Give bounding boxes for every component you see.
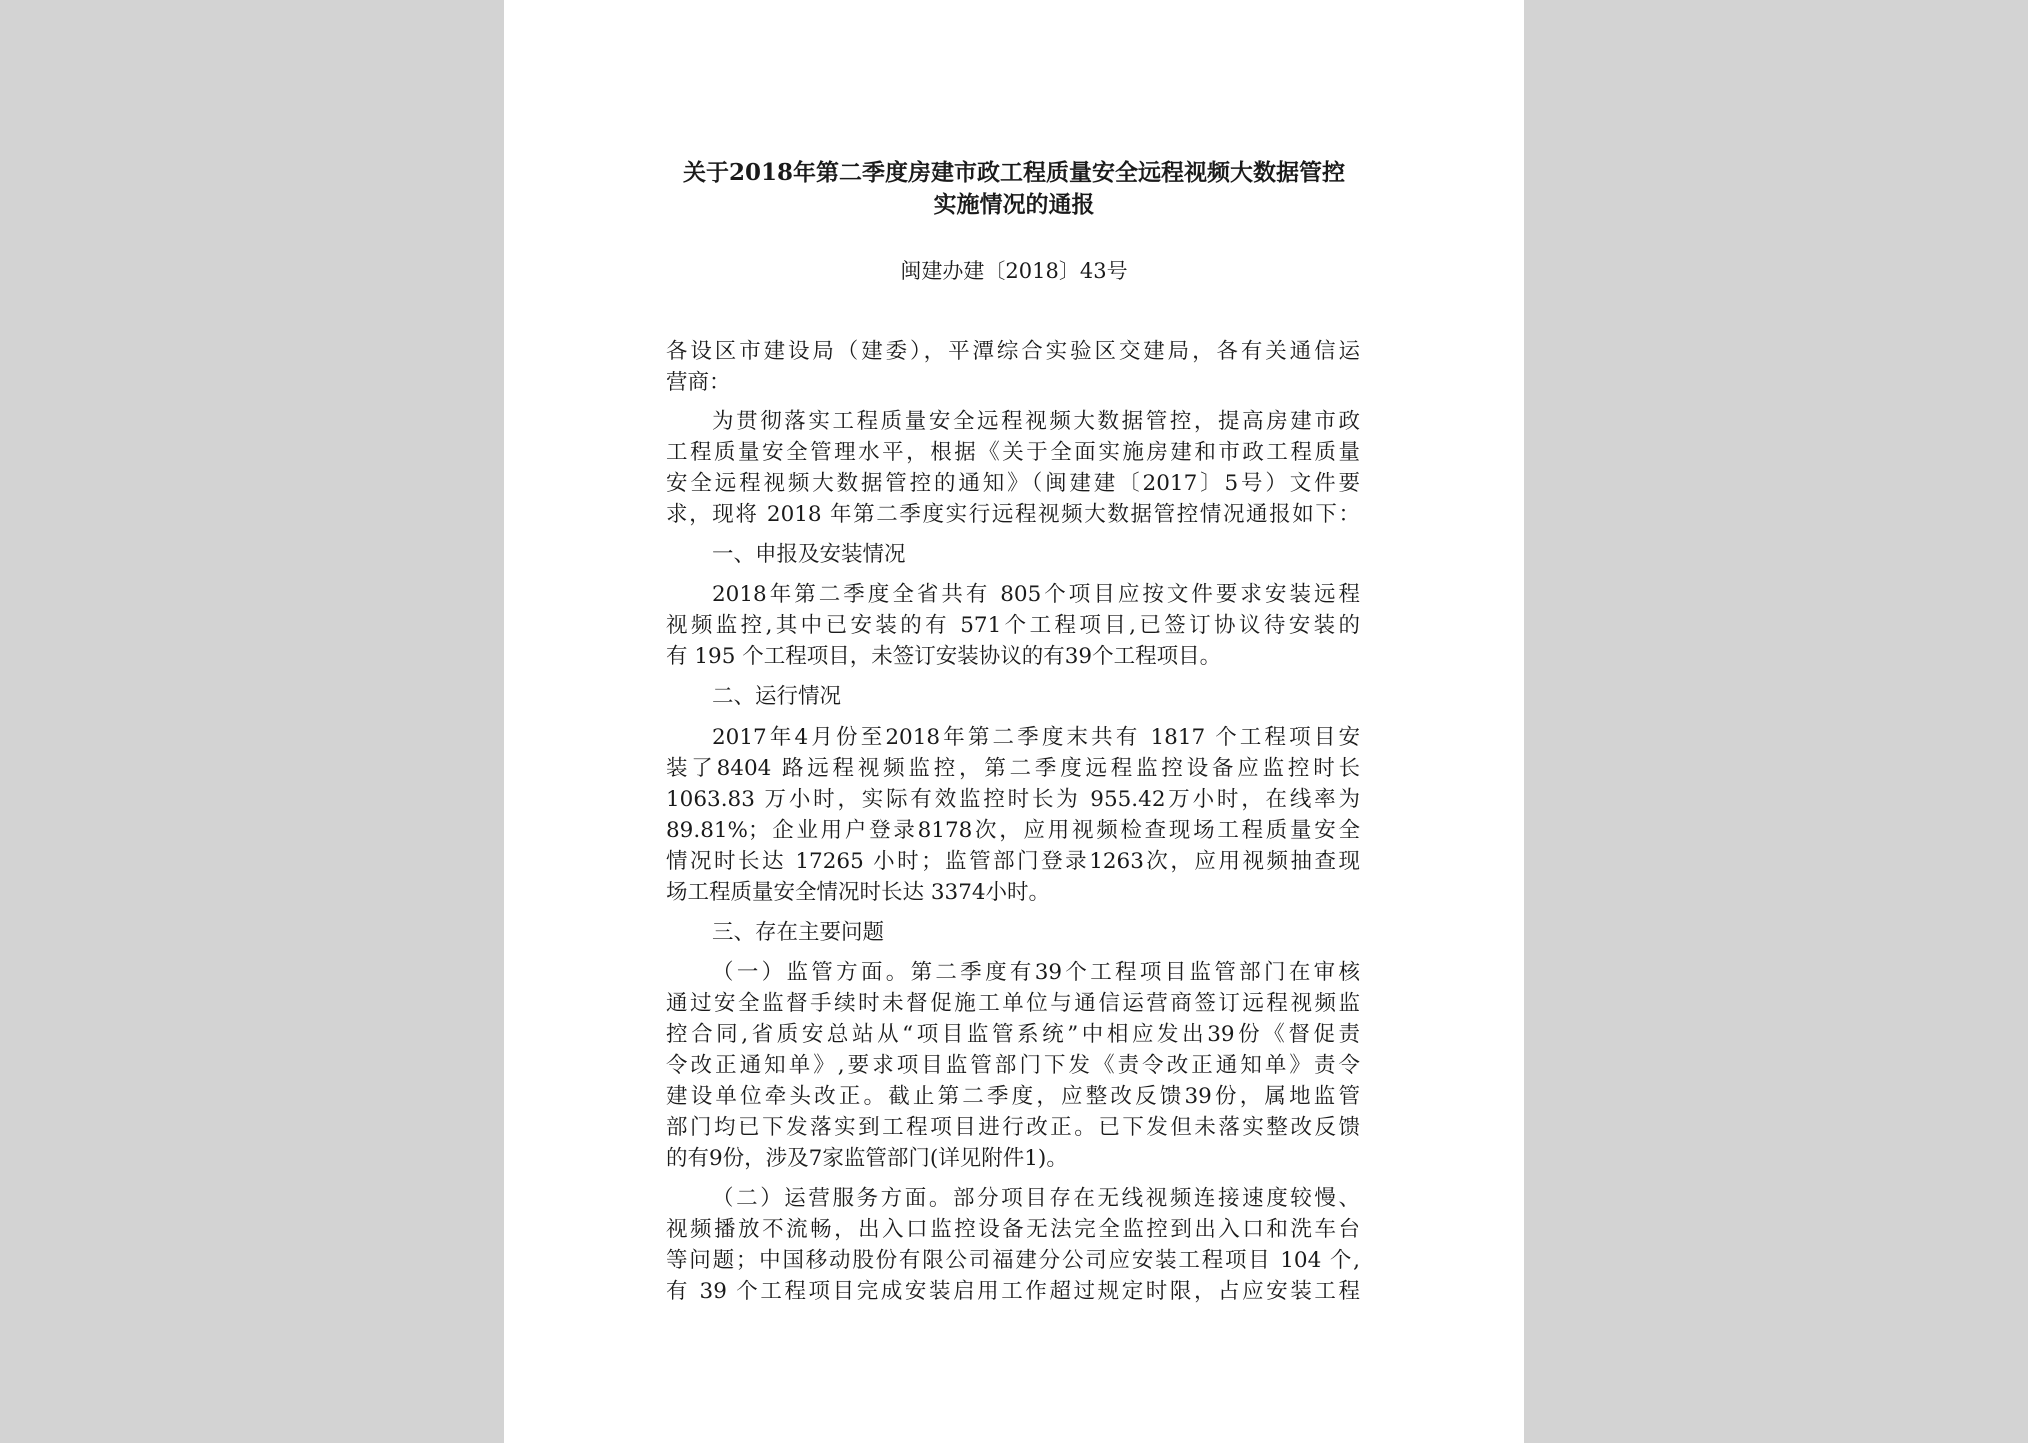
body-line: 场工程质量安全情况时长达 3374小时。 [666, 880, 1051, 905]
section-heading: 一、申报及安装情况 [712, 542, 906, 567]
addressee-line: 各设区市建设局（建委），平潭综合实验区交建局，各有关通信运 [666, 339, 1360, 364]
body-line: （二）运营服务方面。部分项目存在无线视频连接速度较慢、 [712, 1186, 1360, 1211]
body-line: 求，现将 2018 年第二季度实行远程视频大数据管控情况通报如下： [666, 502, 1360, 527]
body-line: 视频播放不流畅，出入口监控设备无法完全监控到出入口和洗车台 [666, 1217, 1360, 1242]
body-line: 有 195 个工程项目，未签订安装协议的有39个工程项目。 [666, 644, 1222, 669]
addressee-line: 营商： [666, 370, 731, 395]
body-line: 2017年4月份至2018年第二季度末共有 1817 个工程项目安 [712, 725, 1360, 750]
body-line: 安全远程视频大数据管控的通知》（闽建建〔2017〕5号）文件要 [666, 471, 1360, 496]
body-line: 工程质量安全管理水平，根据《关于全面实施房建和市政工程质量 [666, 440, 1360, 465]
body-line: 建设单位牵头改正。截止第二季度，应整改反馈39份，属地监管 [666, 1084, 1360, 1109]
body-line: 有 39 个工程项目完成安装启用工作超过规定时限，占应安装工程 [666, 1279, 1360, 1304]
body-line: 89.81%；企业用户登录8178次，应用视频检查现场工程质量安全 [666, 818, 1360, 843]
document-title-line-2: 实施情况的通报 [933, 191, 1095, 218]
body-line: 的有9份，涉及7家监管部门(详见附件1)。 [666, 1146, 1068, 1171]
document-number: 闽建办建〔2018〕43号 [900, 259, 1128, 283]
body-line: 2018年第二季度全省共有 805个项目应按文件要求安装远程 [712, 582, 1360, 607]
section-heading: 三、存在主要问题 [712, 920, 885, 945]
section-heading: 二、运行情况 [712, 684, 842, 709]
body-line: 为贯彻落实工程质量安全远程视频大数据管控，提高房建市政 [712, 409, 1360, 434]
body-line: 等问题；中国移动股份有限公司福建分公司应安装工程项目 104 个, [666, 1248, 1360, 1273]
body-line: 情况时长达 17265 小时；监管部门登录1263次，应用视频抽查现 [666, 849, 1360, 874]
body-line: 装了8404 路远程视频监控，第二季度远程监控设备应监控时长 [666, 756, 1360, 781]
body-line: （一）监管方面。第二季度有39个工程项目监管部门在审核 [712, 960, 1360, 985]
document-title-line-1: 关于2018年第二季度房建市政工程质量安全远程视频大数据管控 [682, 159, 1345, 186]
body-line: 1063.83 万小时，实际有效监控时长为 955.42万小时，在线率为 [666, 787, 1360, 812]
body-line: 部门均已下发落实到工程项目进行改正。已下发但未落实整改反馈 [666, 1115, 1360, 1140]
body-line: 通过安全监督手续时未督促施工单位与通信运营商签订远程视频监 [666, 991, 1360, 1016]
body-line: 令改正通知单》,要求项目监管部门下发《责令改正通知单》责令 [666, 1053, 1360, 1078]
document-page [504, 0, 1524, 1443]
body-line: 控合同,省质安总站从“项目监管系统”中相应发出39份《督促责 [666, 1022, 1360, 1047]
body-line: 视频监控,其中已安装的有 571个工程项目,已签订协议待安装的 [666, 613, 1360, 638]
